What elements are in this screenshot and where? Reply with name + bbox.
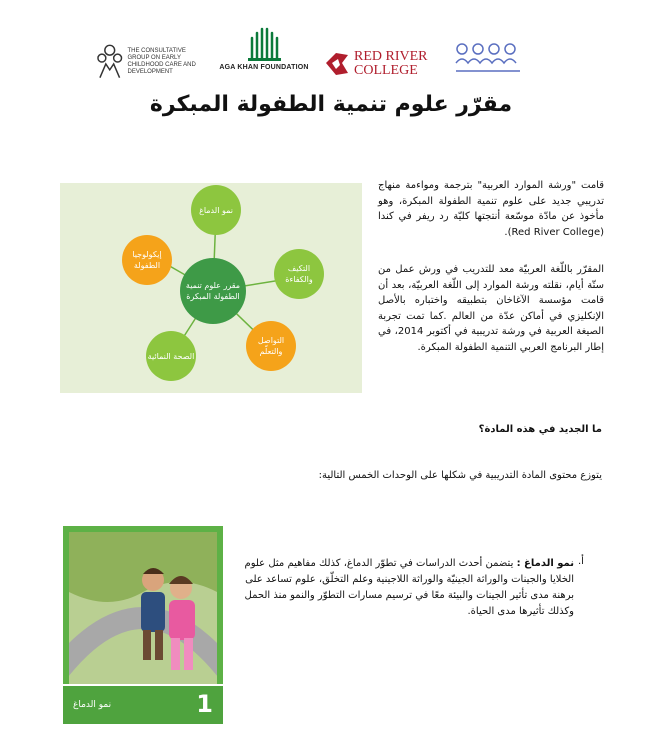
cover-unit-title: نمو الدماغ [73,700,112,710]
diagram-node-brain: نمو الدماغ [191,185,241,235]
diagram-center-node: مقرر علوم تنمية الطفولة المبكرة [180,258,246,324]
puzzle-people-icon [452,41,524,79]
cover-title-band [63,686,223,724]
red-river-line1: RED RIVER [354,49,428,64]
children-photo [69,532,217,684]
intro-paragraph-1: قامت "ورشة الموارد العربية" بترجمة ومواءمة منهاج تدريبي جديد على علوم تنمية الطفولة المبكرة، وهو مأخوذ عن مادّة موسّعة أنتجتها كليّة رد ريفر في كندا (Red River College). [378,180,604,238]
red-river-line2: COLLEGE [354,63,418,78]
consultative-group-logo [96,40,206,84]
consultative-group-text: THE CONSULTATIVE GROUP ON EARLY CHILDHOOD CARE AND DEVELOPMENT [127,48,196,75]
children-figure-icon [96,44,123,80]
diagram-node-adaptation: التكيف والكفاءة [274,249,324,299]
aga-khan-emblem-icon [244,24,284,62]
page-title: مقرّر علوم تنمية الطفولة المبكرة [149,92,513,117]
arab-resource-collective-logo [452,40,526,80]
red-river-college-logo [324,44,444,84]
section-intro: يتوزع محتوى المادة التدريبية في شكلها على الوحدات الخمس التالية: [318,470,602,481]
unit-description [238,556,574,620]
section-heading: ما الجديد في هذه المادة؟ [478,424,602,435]
aga-khan-logo [214,24,314,80]
unit-text: يتضمن أحدث الدراسات في تطوّر الدماغ، كذلك مفاهيم مثل علوم الخلايا والجينات والوراثة الجينيّة والوراثة اللاجينية وعلم التخلّق، علوم تساعد على برهنة مدى تأثير الجينات والبيئة معًا في ترسيم مسارات التطوّر والنمو منذ الحمل وكذلك تأثيرها مدى الحياة. [244,558,574,617]
cover-unit-number: 1 [196,690,213,718]
item-marker: أ. [578,556,584,567]
intro-paragraph-2: المقرّر باللّغة العربيّة معد للتدريب في ورش عمل من ستّة أيام، نقلته ورشة الموارد إلى اللّغة العربيّة، بعد أن قامت مؤسسة الآغاخان بتطبيقه واختباره بالأصل الإنكليزي في أماكن عدّة من العالم .كما تمت تجربة الصيغة العربية في ورشة تدريبية في أكتوبر 2014، في إطار البرنامج العربي التنمية الطفولة المبكرة. [378,264,604,353]
diagram-node-ecology: إيكولوجيا الطفولة [122,235,172,285]
red-river-emblem-icon [324,51,350,77]
aga-khan-text: AGA KHAN FOUNDATION [219,64,309,71]
diagram-node-health: الصحة النمائية [146,331,196,381]
unit-cover-image [63,526,223,724]
unit-title: نمو الدماغ : [516,558,574,569]
diagram-node-communication: التواصل والتعلّم [246,321,296,371]
course-units-diagram [60,183,362,393]
